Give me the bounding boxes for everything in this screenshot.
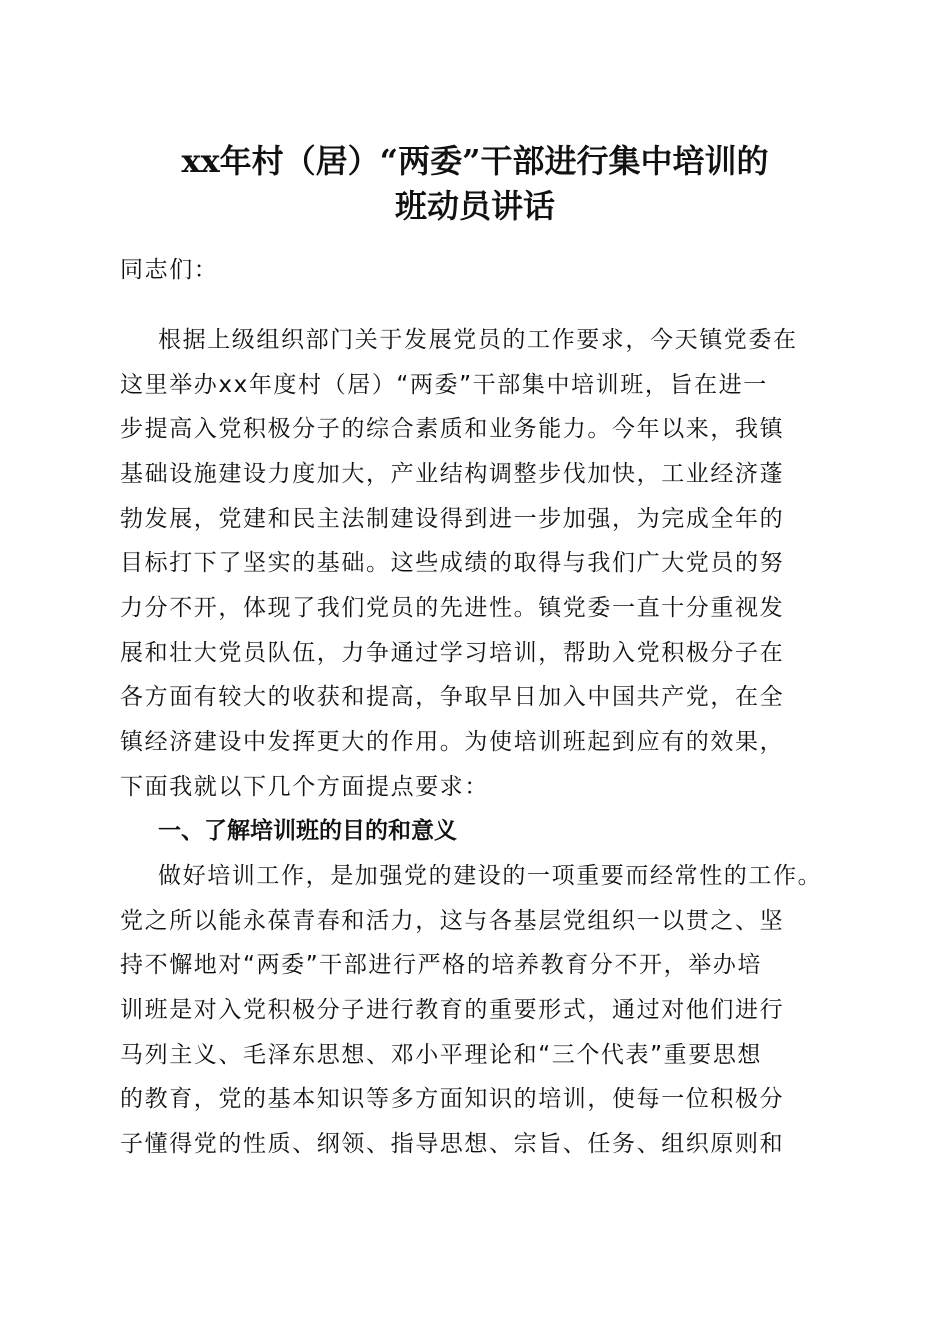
paragraph-2-line: 训班是对入党积极分子进行教育的重要形式，通过对他们进行 [120, 997, 785, 1023]
paragraph-1-line: 这里举办xx年度村（居）“两委”干部集中培训班，旨在进一 [120, 372, 768, 398]
paragraph-1-line: 基础设施建设力度加大，产业结构调整步伐加快，工业经济蓬 [120, 461, 785, 487]
paragraph-1-line: 步提高入党积极分子的综合素质和业务能力。今年以来，我镇 [120, 416, 785, 442]
paragraph-1-line: 镇经济建设中发挥更大的作用。为使培训班起到应有的效果， [120, 729, 785, 755]
paragraph-1-line: 展和壮大党员队伍，力争通过学习培训，帮助入党积极分子在 [120, 640, 785, 666]
paragraph-1-line: 下面我就以下几个方面提点要求： [120, 774, 489, 800]
paragraph-1-line: 勃发展，党建和民主法制建设得到进一步加强，为完成全年的 [120, 506, 785, 532]
paragraph-2-line: 持不懈地对“两委”干部进行严格的培养教育分不开，举办培 [120, 952, 763, 978]
paragraph-2-line: 的教育，党的基本知识等多方面知识的培训，使每一位积极分 [120, 1086, 785, 1112]
paragraph-1-line: 各方面有较大的收获和提高，争取早日加入中国共产党，在全 [120, 684, 785, 710]
paragraph-2-line: 做好培训工作，是加强党的建设的一项重要而经常性的工作。 [158, 863, 823, 889]
paragraph-1-line: 根据上级组织部门关于发展党员的工作要求，今天镇党委在 [158, 327, 798, 353]
paragraph-2-line: 马列主义、毛泽东思想、邓小平理论和“三个代表”重要思想 [120, 1042, 763, 1068]
paragraph-2-line: 党之所以能永葆青春和活力，这与各基层党组织一以贯之、坚 [120, 908, 785, 934]
paragraph-1-line: 目标打下了坚实的基础。这些成绩的取得与我们广大党员的努 [120, 550, 785, 576]
salutation: 同志们： [120, 257, 219, 283]
paragraph-2-line: 子懂得党的性质、纲领、指导思想、宗旨、任务、组织原则和 [120, 1131, 785, 1157]
document-title-line-1: xx年村（居）“两委”干部进行集中培训的 [181, 142, 769, 180]
section-1-heading: 一、了解培训班的目的和意义 [158, 818, 457, 844]
document-title-line-2: 班动员讲话 [394, 187, 555, 225]
paragraph-1-line: 力分不开，体现了我们党员的先进性。镇党委一直十分重视发 [120, 595, 785, 621]
